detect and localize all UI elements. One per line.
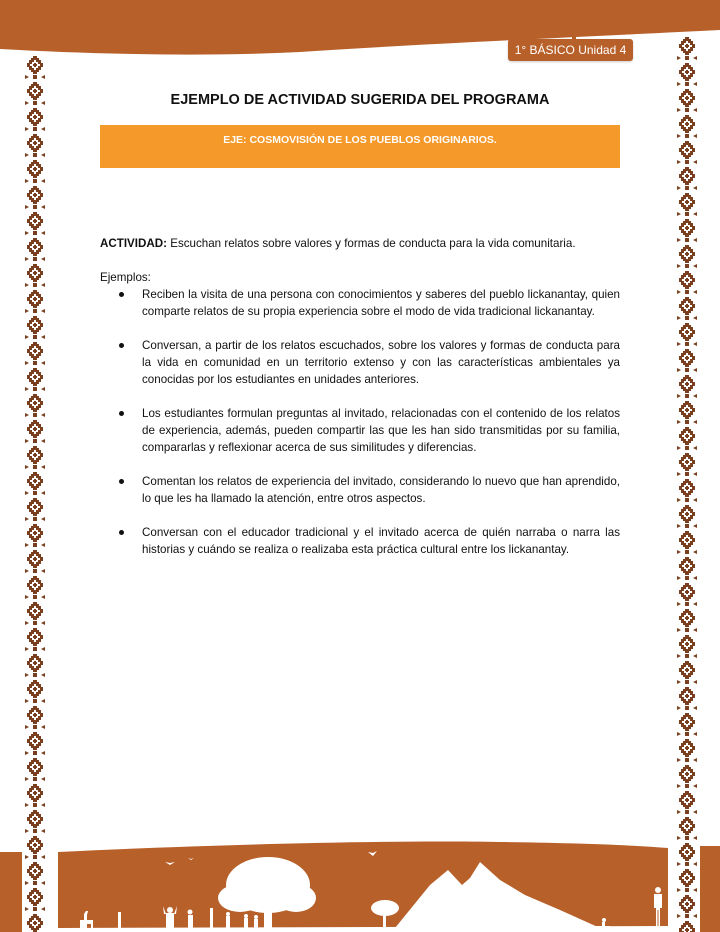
example-item: [100, 286, 620, 320]
examples-list: [100, 286, 620, 558]
eje-banner: [100, 125, 620, 168]
activity-label: ACTIVIDAD:: [100, 237, 167, 250]
example-item: [100, 524, 620, 558]
left-decorative-border: [24, 55, 46, 932]
activity-text: Escuchan relatos sobre valores y formas de conducta para la vida comunitaria.: [166, 237, 576, 250]
example-text: Reciben la visita de una persona con conocimientos y saberes del pueblo lickanantay, quien comparte relatos de su propia experiencia sobre el modo de vida tradicional lickanantay.: [142, 288, 620, 318]
example-text: Comentan los relatos de experiencia del invitado, considerando lo nuevo que han aprendido, lo que les ha llamado la atención, entre otros aspectos.: [142, 475, 620, 505]
footer-landscape-illustration: [0, 840, 720, 932]
example-item: [100, 405, 620, 456]
bullet-icon: [119, 479, 124, 484]
activity-line: [100, 235, 620, 252]
example-text: Los estudiantes formulan preguntas al invitado, relacionadas con el contenido de los relatos de experiencia, además, pueden compartir las que les han sido transmitidas por su familia, compararlas y reflexionar acerca de sus similitudes y diferencias.: [142, 407, 620, 454]
unit-badge: 1° BÁSICO Unidad 4: [508, 39, 633, 61]
bullet-icon: [119, 292, 124, 297]
right-decorative-border: [676, 36, 698, 932]
bullet-icon: [119, 343, 124, 348]
examples-label: Ejemplos:: [100, 271, 151, 284]
activity-content: [100, 235, 620, 575]
page-title: EJEMPLO DE ACTIVIDAD SUGERIDA DEL PROGRAMA: [170, 92, 550, 108]
example-text: Conversan, a partir de los relatos escuchados, sobre los valores y formas de conducta para la vida en comunidad en un territorio extenso y con las características ambientales ya conocidas por los estudiantes en unidades anteriores.: [142, 339, 620, 386]
bullet-icon: [119, 530, 124, 535]
example-item: [100, 337, 620, 388]
bullet-icon: [119, 411, 124, 416]
example-text: Conversan con el educador tradicional y el invitado acerca de quién narraba o narra las historias y cuándo se realiza o realizaba esta práctica cultural entre los lickanantay.: [142, 526, 620, 556]
example-item: [100, 473, 620, 507]
eje-text: EJE: COSMOVISIÓN DE LOS PUEBLOS ORIGINARIOS.: [223, 134, 497, 146]
